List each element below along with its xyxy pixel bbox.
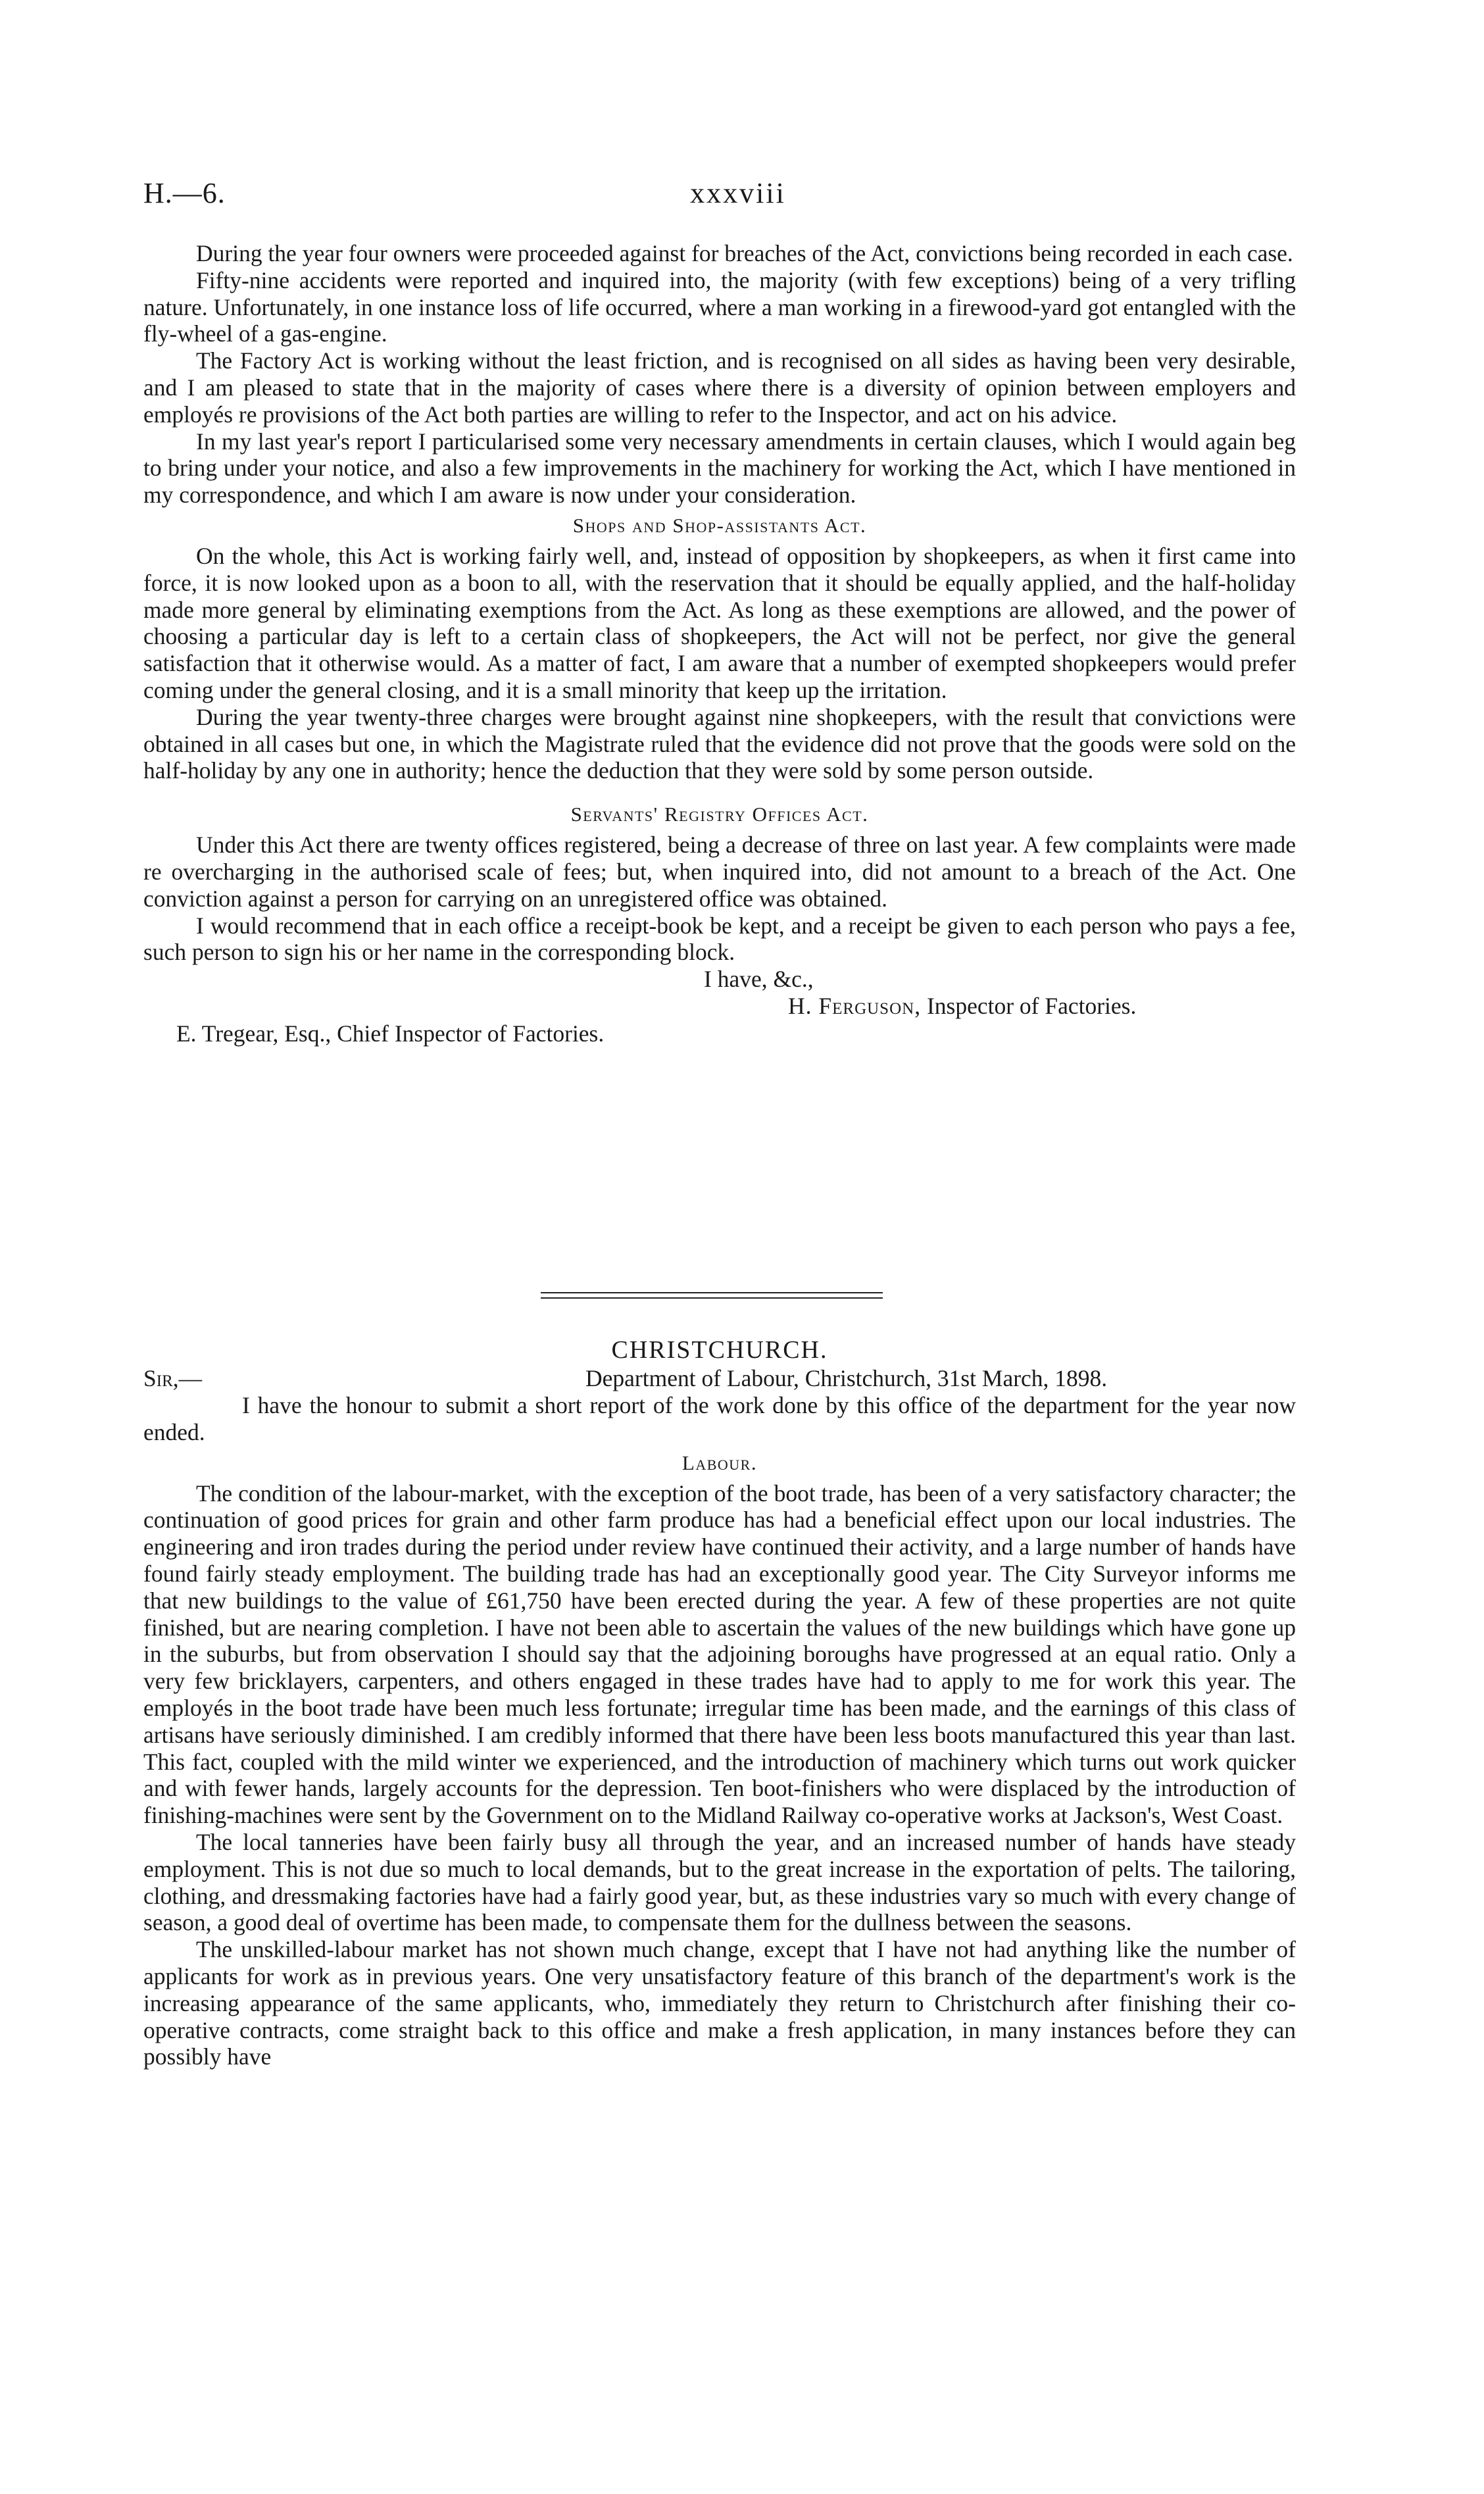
salutation: Sir,— bbox=[143, 1365, 203, 1391]
signature bbox=[143, 993, 1296, 1020]
paragraph: The Factory Act is working without the least friction, and is recognised on all sides as having been very desirable, and I am pleased to state that in the majority of cases where there is a diversity of opinion between employers and employés re provisions of the Act both parties are willing to refer to the Inspector, and act on his advice. bbox=[143, 347, 1296, 428]
signature-title: Inspector of Factories. bbox=[921, 992, 1137, 1019]
page-number: xxxviii bbox=[690, 177, 786, 209]
factories-report bbox=[143, 240, 1296, 1047]
paragraph: In my last year's report I particularised some very necessary amendments in certain clauses, which I would again beg to bring under your notice, and also a few improvements in the machinery for working the Act, which I have mentioned in my correspondence, and which I am aware is now under your consideration. bbox=[143, 428, 1296, 509]
closing: I have, &c., bbox=[704, 966, 814, 993]
paragraph: The condition of the labour-market, with the exception of the boot trade, has been of a very satisfactory character; the continuation of good prices for grain and other farm produce has had a beneficial effect upon our local industries. The engineering and iron trades during the period under review have continued their activity, and a large number of hands have found fairly steady employment. The building trade has had an exceptionally good year. The City Surveyor informs me that new buildings to the value of £61,750 have been erected during the year. A few of these properties are not quite finished, but are nearing completion. I have not been able to ascertain the values of the new buildings which have gone up in the suburbs, but from observation I should say that the adjoining boroughs have progressed at an equal ratio. Only a very few bricklayers, carpenters, and others engaged in these trades have had to apply to me for work this year. The employés in the boot trade have been much less fortunate; irregular time has been made, and the earnings of this class of artisans have seriously diminished. I am credibly informed that there have been less boots manufactured this year than last. This fact, coupled with the mild winter we experienced, and the introduction of machinery which turns out work quicker and with fewer hands, largely accounts for the depression. Ten boot-finishers who were displaced by the introduction of finishing-machines were sent by the Government on to the Midland Railway co-operative works at Jackson's, West Coast. bbox=[143, 1480, 1296, 1829]
section-divider bbox=[541, 1292, 883, 1299]
signature-name: H. Ferguson, bbox=[788, 992, 922, 1019]
page-header bbox=[143, 176, 1333, 222]
intro-paragraph: I have the honour to submit a short report of the work done by this office of the department for the year now ended. bbox=[143, 1392, 1296, 1445]
section-heading-shops: Shops and Shop-assistants Act. bbox=[572, 513, 867, 537]
paragraph: During the year twenty-three charges were brought against nine shopkeepers, with the result that convictions were obtained in all cases but one, in which the Magistrate ruled that the evidence did not prove that the goods were sold on the half-holiday by any one in authority; hence the deduction that they were sold by some person outside. bbox=[143, 703, 1296, 784]
section-heading-servants: Servants' Registry Offices Act. bbox=[570, 803, 869, 826]
paragraph: The unskilled-labour market has not shown much change, except that I have not had anything like the number of applicants for work as in previous years. One very unsatisfactory feature of this branch of the department's work is the increasing appearance of the same applicants, who, immediately they return to Christchurch after finishing their co-operative contracts, come straight back to this office and make a fresh application, in many instances before they can possibly have bbox=[143, 1936, 1296, 2070]
paragraph: I would recommend that in each office a receipt-book be kept, and a receipt be given to each person who pays a fee, such person to sign his or her name in the corresponding block. bbox=[143, 912, 1296, 966]
addressee: E. Tregear, Esq., Chief Inspector of Factories. bbox=[176, 1020, 605, 1047]
paragraph: During the year four owners were proceeded against for breaches of the Act, convictions being recorded in each case. bbox=[196, 240, 1293, 266]
paragraph: Fifty-nine accidents were reported and inquired into, the majority (with few exceptions) being of a very trifling nature. Unfortunately, in one instance loss of life occurred, where a man working in a firewood-yard got entangled with the fly-wheel of a gas-engine. bbox=[143, 266, 1296, 347]
salutation-line bbox=[143, 1364, 1296, 1392]
christchurch-report bbox=[143, 1335, 1296, 2070]
section-heading-labour: Labour. bbox=[681, 1451, 758, 1474]
paragraph: Under this Act there are twenty offices registered, being a decrease of three on last year. A few complaints were made re overcharging in the authorised scale of fees; but, when inquired into, did not amount to a breach of the Act. One conviction against a person for carrying on an unregistered office was obtained. bbox=[143, 832, 1296, 912]
paragraph: The local tanneries have been fairly busy all through the year, and an increased number of hands have steady employment. This is not due so much to local demands, but to the great increase in the exportation of pelts. The tailoring, clothing, and dressmaking factories have had a fairly good year, but, as these industries vary so much with every change of season, a good deal of overtime has been made, to compensate them for the dullness between the seasons. bbox=[143, 1828, 1296, 1936]
paragraph: On the whole, this Act is working fairly well, and, instead of opposition by shopkeepers, as when it first came into force, it is now looked upon as a boon to all, with the reservation that it should be equally applied, and the half-holiday made more general by eliminating exemptions from the Act. As long as these exemptions are allowed, and the power of choosing a particular day is left to a certain class of shopkeepers, the Act will not be perfect, nor give the general satisfaction that it otherwise would. As a matter of fact, I am aware that a number of exempted shopkeepers would prefer coming under the general closing, and it is a small minority that keep up the irritation. bbox=[143, 542, 1296, 703]
document-reference: H.—6. bbox=[143, 177, 226, 209]
dateline: Department of Labour, Christchurch, 31st March, 1898. bbox=[585, 1365, 1108, 1391]
section-title: CHRISTCHURCH. bbox=[611, 1336, 828, 1364]
